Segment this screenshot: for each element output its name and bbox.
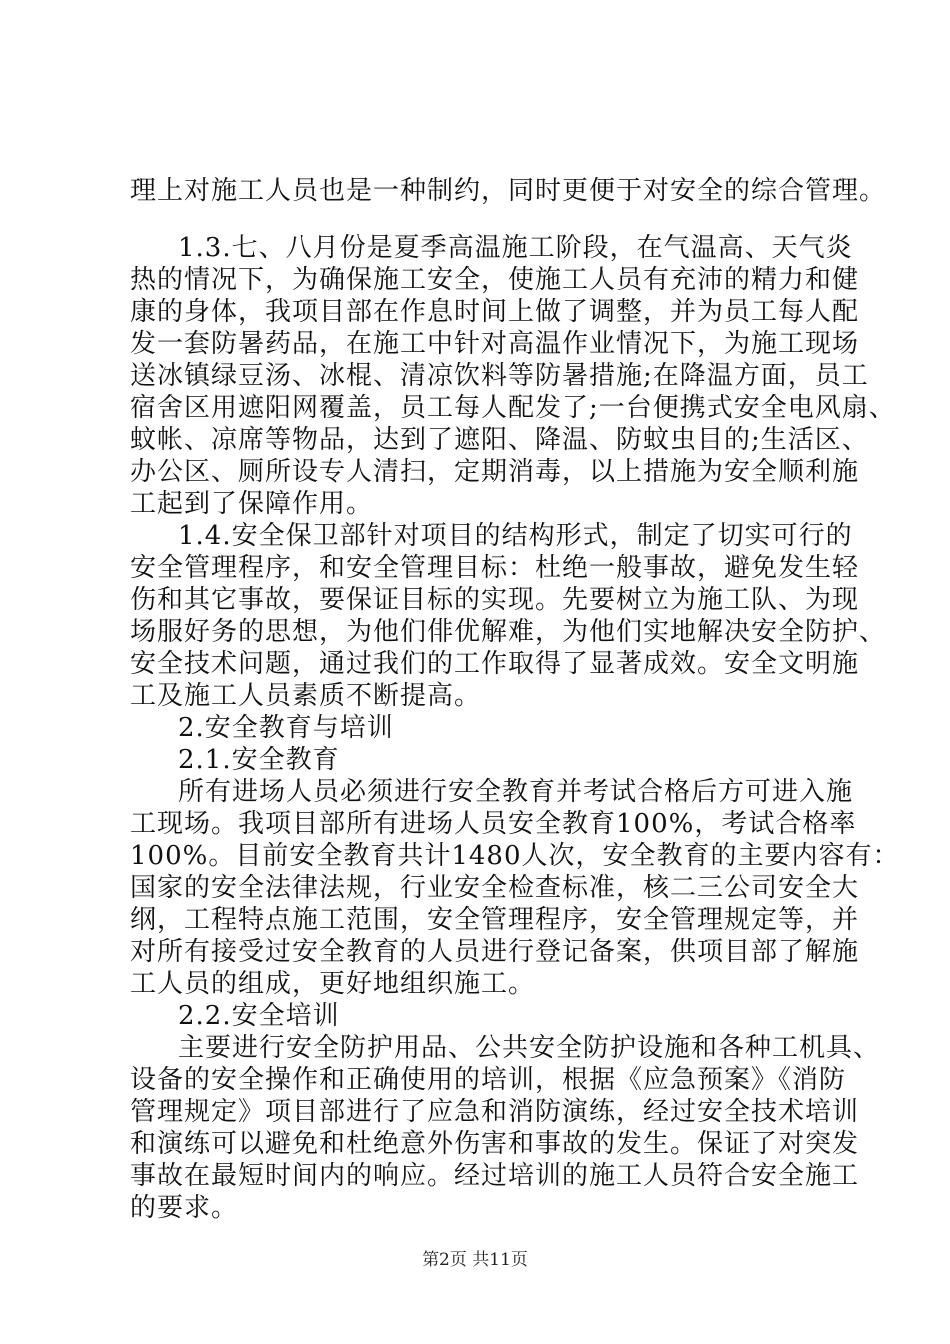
text-line: 伤和其它事故，要保证目标的实现。先要树立为施工队、为现 xyxy=(130,585,860,615)
text-line: 纲，工程特点施工范围，安全管理程序，安全管理规定等，并 xyxy=(130,905,860,935)
text-line: 场服好务的思想，为他们俳优解难，为他们实地解决安全防护、 xyxy=(130,617,887,647)
text-line: 工现场。我项目部所有进场人员安全教育100%，考试合格率 xyxy=(130,809,857,839)
section-heading: 2.2.安全培训 xyxy=(178,1001,340,1031)
text-line: 设备的安全操作和正确使用的培训，根据《应急预案》《消防 xyxy=(130,1065,847,1095)
text-line: 和演练可以避免和杜绝意外伤害和事故的发生。保证了对突发 xyxy=(130,1129,860,1159)
text-line: 事故在最短时间内的响应。经过培训的施工人员符合安全施工 xyxy=(130,1161,860,1191)
text-line: 蚊帐、凉席等物品，达到了遮阳、降温、防蚊虫目的;生活区、 xyxy=(130,425,869,455)
text-line: 工起到了保障作用。 xyxy=(130,489,374,519)
text-line: 的要求。 xyxy=(130,1193,239,1223)
text-line: 康的身体，我项目部在作息时间上做了调整，并为员工每人配 xyxy=(130,297,860,327)
text-line: 管理规定》项目部进行了应急和消防演练，经过安全技术培训 xyxy=(130,1097,860,1127)
text-line: 安全技术问题，通过我们的工作取得了显著成效。安全文明施 xyxy=(130,649,860,679)
text-line: 热的情况下，为确保施工安全，使施工人员有充沛的精力和健 xyxy=(130,265,860,295)
text-line: 安全管理程序，和安全管理目标：杜绝一般事故，避免发生轻 xyxy=(130,553,860,583)
section-heading: 2.1.安全教育 xyxy=(178,745,340,775)
text-line: 送冰镇绿豆汤、冰棍、清凉饮料等防暑措施;在降温方面，员工 xyxy=(130,361,869,391)
text-line: 发一套防暑药品，在施工中针对高温作业情况下，为施工现场 xyxy=(130,329,860,359)
text-line: 所有进场人员必须进行安全教育并考试合格后方可进入施 xyxy=(178,777,854,807)
text-line: 100%。目前安全教育共计1480人次，安全教育的主要内容有： xyxy=(130,841,900,871)
section-heading: 2.安全教育与培训 xyxy=(178,713,394,743)
text-line: 主要进行安全防护用品、公共安全防护设施和各种工机具、 xyxy=(178,1033,881,1063)
text-line: 1.3.七、八月份是夏季高温施工阶段，在气温高、天气炎 xyxy=(178,233,853,263)
text-line: 办公区、厕所设专人清扫，定期消毒，以上措施为安全顺利施 xyxy=(130,457,860,487)
text-line: 理上对施工人员也是一种制约，同时更便于对安全的综合管理。 xyxy=(130,176,887,206)
text-line: 工人员的组成，更好地组织施工。 xyxy=(130,969,536,999)
text-line: 工及施工人员素质不断提高。 xyxy=(130,681,482,711)
text-line: 1.4.安全保卫部针对项目的结构形式，制定了切实可行的 xyxy=(178,521,853,551)
page-number: 第2页 共11页 xyxy=(422,1250,528,1270)
text-line: 对所有接受过安全教育的人员进行登记备案，供项目部了解施 xyxy=(130,937,860,967)
text-line: 宿舍区用遮阳网覆盖，员工每人配发了;一台便携式安全电风扇、 xyxy=(130,393,896,423)
text-line: 国家的安全法律法规，行业安全检查标准，核二三公司安全大 xyxy=(130,873,860,903)
